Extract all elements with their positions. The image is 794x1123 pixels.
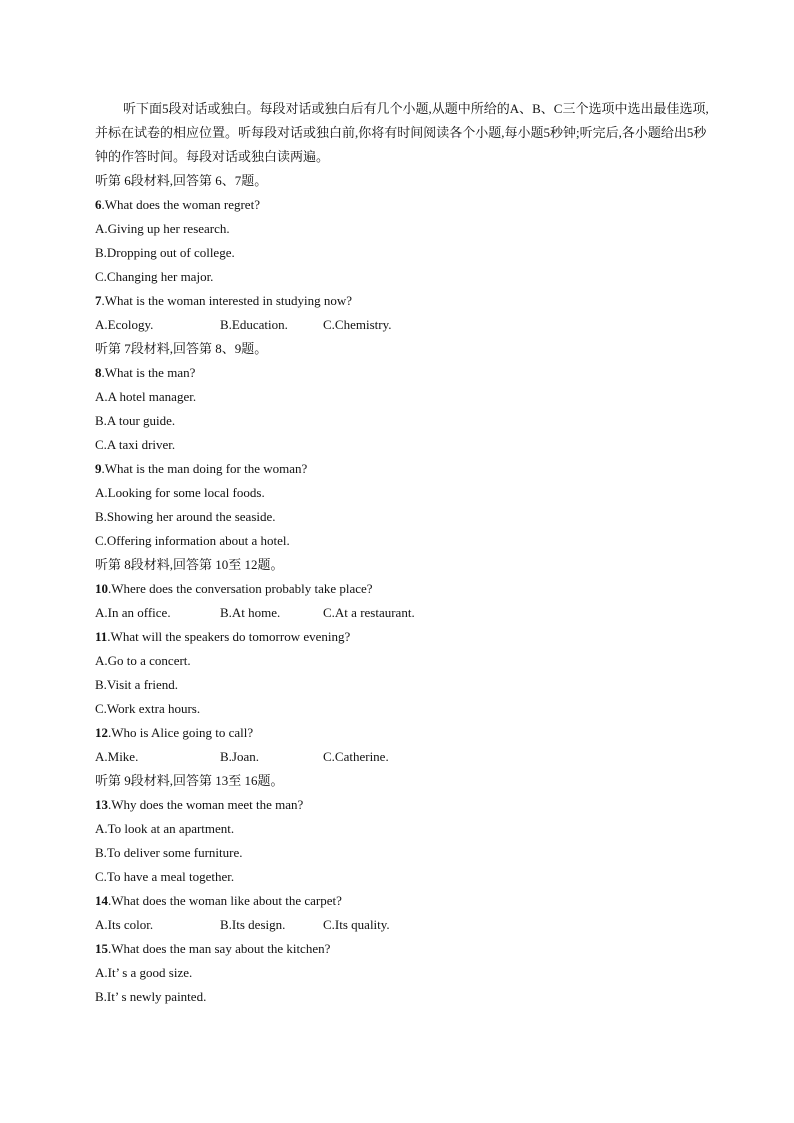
answer-option: B.Dropping out of college. xyxy=(95,245,235,260)
answer-option: C.To have a meal together. xyxy=(95,869,235,884)
answer-option: C.Its quality. xyxy=(323,917,390,932)
answer-option: B.Education. xyxy=(220,317,288,332)
answer-option: A.A hotel manager. xyxy=(95,389,197,404)
question-number: 8 xyxy=(95,365,102,380)
question-number: 10 xyxy=(95,581,108,596)
question-stem xyxy=(95,937,715,961)
question-stem xyxy=(95,193,715,217)
answer-option: A.In an office. xyxy=(95,605,171,620)
answer-option: C.Changing her major. xyxy=(95,269,214,284)
answer-option: B.Visit a friend. xyxy=(95,677,178,692)
section-heading: 听第 6段材料,回答第 6、7题。 xyxy=(95,173,268,188)
question-stem xyxy=(95,457,715,481)
question-text: .What does the man say about the kitchen? xyxy=(108,941,331,956)
answer-option: A.Go to a concert. xyxy=(95,653,191,668)
question-stem xyxy=(95,721,715,745)
answer-option: A.Giving up her research. xyxy=(95,221,230,236)
options-row xyxy=(95,745,715,769)
instructions-paragraph: 听下面5段对话或独白。每段对话或独白后有几个小题,从题中所给的A、B、C三个选项中选出最佳选项,并标在试卷的相应位置。听每段对话或独白前,你将有时间阅读各个小题,每小题5秒钟;听完后,各小题给出5秒钟的作答时间。每段对话或独白读两遍。 xyxy=(95,101,709,164)
answer-option: B.It’ s newly painted. xyxy=(95,989,207,1004)
question-number: 14 xyxy=(95,893,108,908)
question-stem xyxy=(95,889,715,913)
answer-option: A.It’ s a good size. xyxy=(95,965,193,980)
question-number: 13 xyxy=(95,797,108,812)
answer-option: A.Mike. xyxy=(95,749,139,764)
question-text: .What is the man? xyxy=(101,365,196,380)
answer-option: C.Catherine. xyxy=(323,749,389,764)
question-text: .What will the speakers do tomorrow evening? xyxy=(107,629,351,644)
question-number: 7 xyxy=(95,293,102,308)
answer-option: B.Showing her around the seaside. xyxy=(95,509,276,524)
section-heading: 听第 7段材料,回答第 8、9题。 xyxy=(95,341,268,356)
options-row xyxy=(95,313,715,337)
question-number: 6 xyxy=(95,197,102,212)
question-text: .What is the man doing for the woman? xyxy=(101,461,308,476)
answer-option: C.A taxi driver. xyxy=(95,437,176,452)
question-number: 11 xyxy=(95,629,108,644)
question-text: .What is the woman interested in studying now? xyxy=(101,293,353,308)
question-stem xyxy=(95,289,715,313)
question-stem xyxy=(95,793,715,817)
question-stem xyxy=(95,361,715,385)
options-row xyxy=(95,913,715,937)
section-heading: 听第 9段材料,回答第 13至 16题。 xyxy=(95,773,284,788)
question-text: .Where does the conversation probably take place? xyxy=(108,581,373,596)
answer-option: B.A tour guide. xyxy=(95,413,176,428)
section-heading: 听第 8段材料,回答第 10至 12题。 xyxy=(95,557,284,572)
answer-option: C.At a restaurant. xyxy=(323,605,415,620)
answer-option: C.Work extra hours. xyxy=(95,701,201,716)
options-row xyxy=(95,601,715,625)
answer-option: A.To look at an apartment. xyxy=(95,821,235,836)
answer-option: A.Looking for some local foods. xyxy=(95,485,265,500)
answer-option: A.Its color. xyxy=(95,917,154,932)
question-number: 15 xyxy=(95,941,108,956)
question-stem xyxy=(95,625,715,649)
question-number: 12 xyxy=(95,725,108,740)
answer-option: B.Joan. xyxy=(220,749,259,764)
answer-option: B.To deliver some furniture. xyxy=(95,845,243,860)
question-text: .Who is Alice going to call? xyxy=(108,725,254,740)
answer-option: B.Its design. xyxy=(220,917,286,932)
question-stem xyxy=(95,577,715,601)
exam-content xyxy=(95,97,715,1009)
answer-option: C.Offering information about a hotel. xyxy=(95,533,290,548)
question-text: .What does the woman regret? xyxy=(101,197,260,212)
question-number: 9 xyxy=(95,461,102,476)
answer-option: B.At home. xyxy=(220,605,281,620)
question-text: .What does the woman like about the carpet? xyxy=(108,893,342,908)
question-text: .Why does the woman meet the man? xyxy=(108,797,304,812)
answer-option: C.Chemistry. xyxy=(323,317,392,332)
answer-option: A.Ecology. xyxy=(95,317,154,332)
